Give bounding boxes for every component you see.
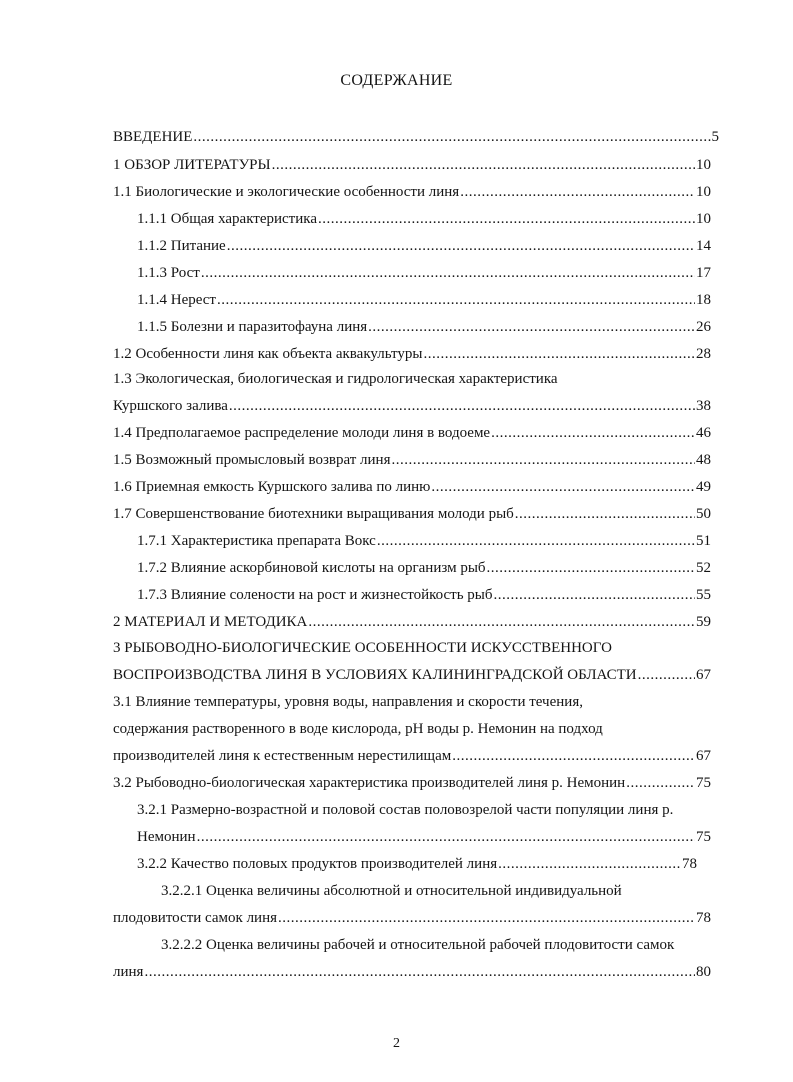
toc-entry-text: 1 ОБЗОР ЛИТЕРАТУРЫ [113,157,271,173]
toc-entry-1-4 [113,424,711,442]
toc-entry-text: 1.1.1 Общая характеристика [137,211,317,227]
dot-leader [431,478,695,496]
toc-entry-page: 75 [696,829,711,845]
dot-leader [498,855,681,873]
dot-leader [460,183,695,201]
dot-leader [318,210,695,228]
toc-entry-3 [113,666,711,684]
dot-leader [391,451,695,469]
toc-entry-1-7-1 [137,532,711,550]
toc-entry-text: ВОСПРОИЗВОДСТВА ЛИНЯ В УСЛОВИЯХ КАЛИНИНГРАДСКОЙ ОБЛАСТИ [113,667,637,683]
toc-entry-1-2 [113,345,711,363]
dot-leader [144,963,695,981]
dot-leader [626,774,695,792]
dot-leader [229,397,695,415]
toc-entry-text: 1.1 Биологические и экологические особенности линя [113,184,460,200]
toc-entry-text: плодовитости самок линя [113,910,278,926]
toc-entry-1-3 [113,397,711,415]
toc-entry-3-2-2-2 [113,963,711,981]
toc-entry-intro [113,128,719,146]
toc-entry-page: 26 [696,319,711,335]
toc-entry-page: 46 [696,425,711,441]
toc-entry-text: линя [113,964,144,980]
toc-entry-page: 49 [696,479,711,495]
toc-entry-text: 3.2 Рыбоводно-биологическая характеристика производителей линя р. Немонин [113,775,626,791]
toc-entry-text: 1.1.2 Питание [137,238,226,254]
toc-entry-page: 10 [696,157,711,173]
toc-entry-page: 50 [696,506,711,522]
toc-entry-1-3-line1: 1.3 Экологическая, биологическая и гидрологическая характеристика [113,371,558,387]
toc-entry-text: 1.7 Совершенствование биотехники выращивания молоди рыб [113,506,514,522]
toc-entry-text: 1.2 Особенности линя как объекта аквакультуры [113,346,423,362]
dot-leader [494,586,695,604]
dot-leader [515,505,695,523]
toc-entry-3-2-1-line1: 3.2.1 Размерно-возрастной и половой состав половозрелой части популяции линя р. [137,802,674,818]
toc-entry-text: Немонин [137,829,196,845]
toc-entry-3-2 [113,774,711,792]
toc-entry-text: 1.4 Предполагаемое распределение молоди линя в водоеме [113,425,491,441]
toc-entry-page: 14 [696,238,711,254]
toc-entry-page: 52 [696,560,711,576]
toc-entry-page: 67 [696,667,711,683]
toc-entry-text: 1.6 Приемная емкость Куршского залива по линю [113,479,431,495]
toc-entry-text: 1.7.3 Влияние солености на рост и жизнестойкость рыб [137,587,493,603]
toc-entry-page: 75 [696,775,711,791]
dot-leader [278,909,695,927]
dot-leader [197,828,695,846]
toc-entry-3-1-line2: содержания растворенного в воде кислорода, рН воды р. Немонин на подход [113,721,603,737]
toc-entry-text: 1.1.4 Нерест [137,292,216,308]
dot-leader [217,291,695,309]
dot-leader [423,345,695,363]
toc-entry-page: 59 [696,614,711,630]
toc-entry-1-1-1 [137,210,711,228]
toc-entry-page: 38 [696,398,711,414]
toc-entry-1-1-3 [137,264,711,282]
toc-entry-3-2-2-2-line1: 3.2.2.2 Оценка величины рабочей и относительной рабочей плодовитости самок [161,937,675,953]
toc-entry-1-7 [113,505,711,523]
toc-entry-3-2-2 [137,855,697,873]
dot-leader [377,532,695,550]
toc-entry-page: 55 [696,587,711,603]
toc-entry-3-2-1 [137,828,711,846]
toc-entry-3-1-line1: 3.1 Влияние температуры, уровня воды, направления и скорости течения, [113,694,583,710]
toc-entry-page: 17 [696,265,711,281]
toc-entry-3-line1: 3 РЫБОВОДНО-БИОЛОГИЧЕСКИЕ ОСОБЕННОСТИ ИСКУССТВЕННОГО [113,640,612,656]
toc-entry-text: Куршского залива [113,398,228,414]
toc-entry-1 [113,156,711,174]
toc-entry-text: производителей линя к естественным нерестилищам [113,748,452,764]
page-title: СОДЕРЖАНИЕ [340,72,453,89]
page-number: 2 [393,1036,400,1051]
toc-entry-page: 51 [696,533,711,549]
toc-entry-text: 1.7.1 Характеристика препарата Вокс [137,533,376,549]
toc-entry-1-1-2 [137,237,711,255]
toc-entry-text: 1.5 Возможный промысловый возврат линя [113,452,391,468]
toc-entry-1-7-3 [137,586,711,604]
dot-leader [638,666,695,684]
toc-entry-page: 10 [696,184,711,200]
dot-leader [193,128,710,146]
dot-leader [308,613,695,631]
dot-leader [368,318,695,336]
toc-entry-3-2-2-1-line1: 3.2.2.1 Оценка величины абсолютной и относительной индивидуальной [161,883,622,899]
toc-entry-text: 1.1.5 Болезни и паразитофауна линя [137,319,368,335]
toc-entry-text: 1.1.3 Рост [137,265,200,281]
toc-entry-1-7-2 [137,559,711,577]
dot-leader [227,237,695,255]
toc-entry-1-1-5 [137,318,711,336]
toc-entry-page: 10 [696,211,711,227]
toc-entry-page: 80 [696,964,711,980]
toc-entry-page: 48 [696,452,711,468]
dot-leader [201,264,695,282]
toc-entry-text: ВВЕДЕНИЕ [113,129,193,145]
toc-entry-2 [113,613,711,631]
toc-entry-3-1 [113,747,711,765]
toc-entry-1-6 [113,478,711,496]
toc-entry-3-2-2-1 [113,909,711,927]
dot-leader [272,156,695,174]
toc-entry-page: 78 [682,856,697,872]
toc-entry-page: 18 [696,292,711,308]
toc-entry-text: 2 МАТЕРИАЛ И МЕТОДИКА [113,614,308,630]
toc-entry-1-1-4 [137,291,711,309]
toc-entry-1-5 [113,451,711,469]
toc-entry-text: 3.2.2 Качество половых продуктов производителей линя [137,856,498,872]
toc-entry-page: 5 [711,129,719,145]
toc-entry-text: 1.7.2 Влияние аскорбиновой кислоты на организм рыб [137,560,486,576]
toc-entry-page: 67 [696,748,711,764]
toc-entry-page: 78 [696,910,711,926]
dot-leader [452,747,695,765]
toc-entry-1-1 [113,183,711,201]
toc-entry-page: 28 [696,346,711,362]
dot-leader [491,424,695,442]
dot-leader [487,559,695,577]
